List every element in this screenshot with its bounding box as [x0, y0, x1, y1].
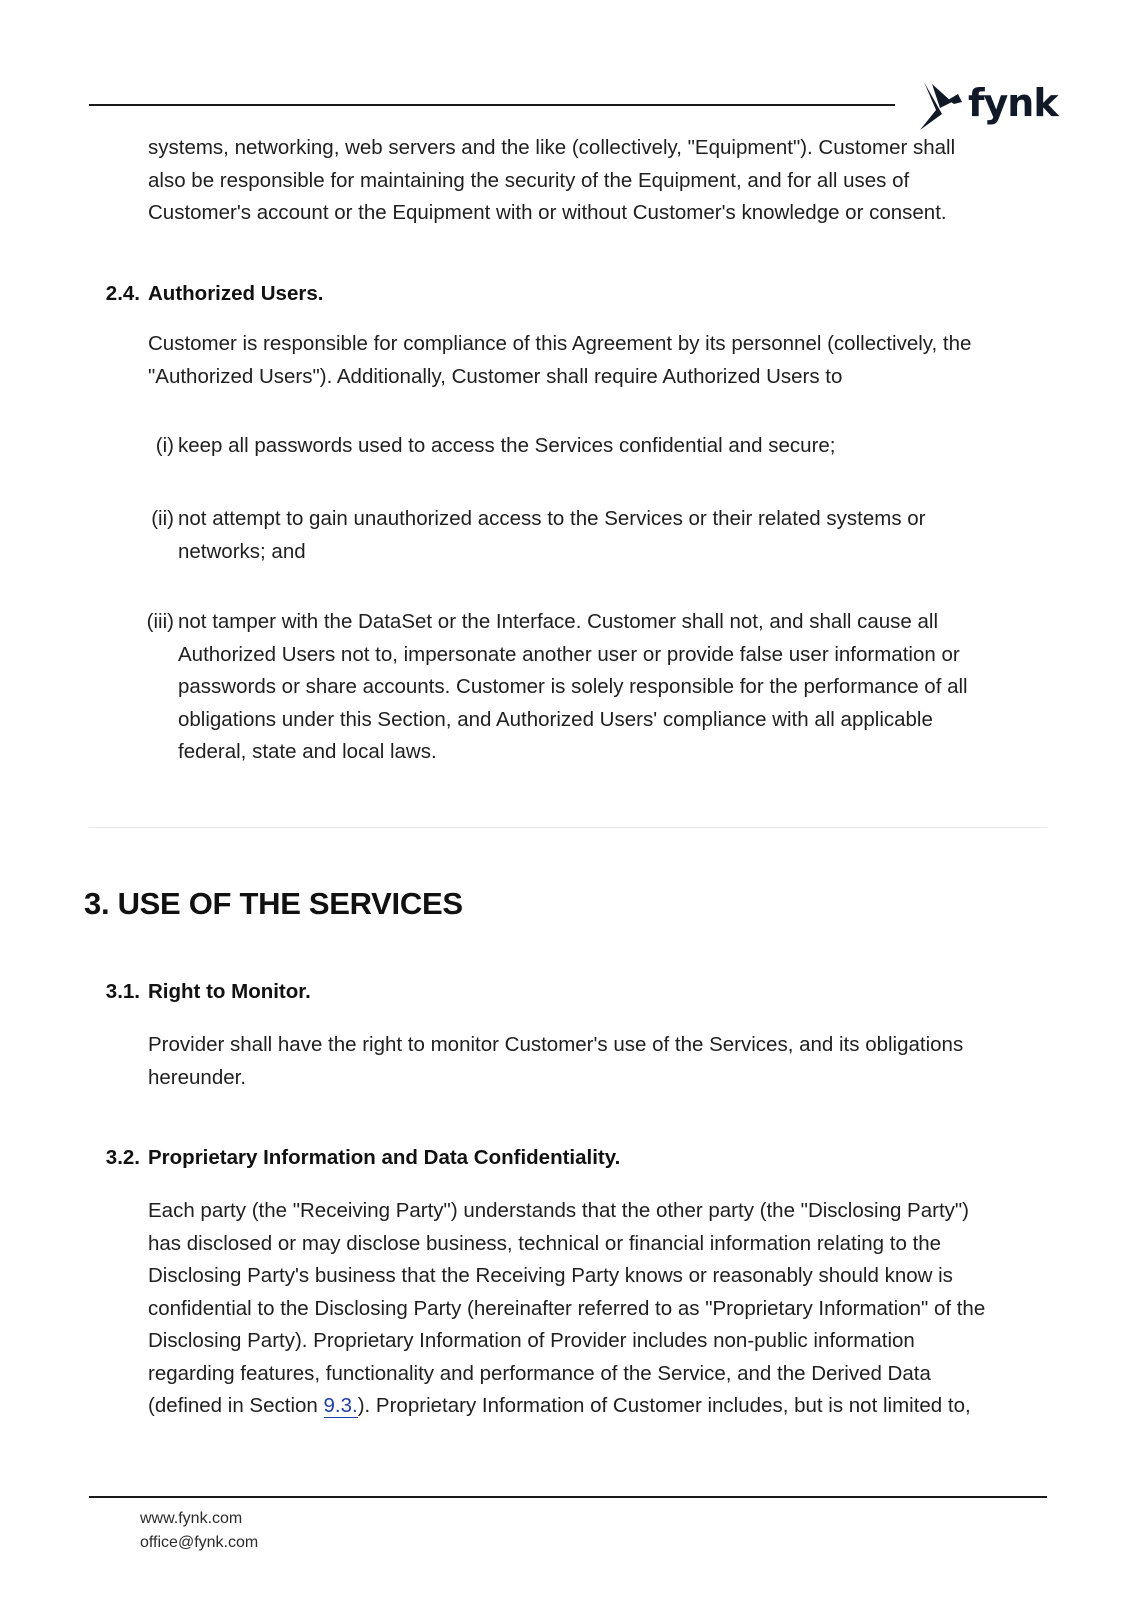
text-line: [148, 1390, 985, 1423]
section-number: 3.2.: [105, 1146, 140, 1169]
text-line: Customer's account or the Equipment with or without Customer's knowledge or consent.: [148, 201, 947, 224]
section-number: 3.1.: [105, 980, 140, 1003]
text-line: not tamper with the DataSet or the Interface. Customer shall not, and shall cause all: [178, 610, 939, 633]
text-line: regarding features, functionality and performance of the Service, and the Derived Data: [148, 1361, 931, 1385]
list-marker: (ii): [151, 507, 174, 530]
section-2-4-heading: [90, 282, 323, 306]
text-line: keep all passwords used to access the Services confidential and secure;: [178, 434, 836, 457]
intro-paragraph: [148, 132, 955, 230]
text-line: Authorized Users not to, impersonate another user or provide false user information or: [178, 642, 960, 666]
brand-name: fynk: [968, 81, 1058, 125]
text-line: Disclosing Party's business that the Receiving Party knows or reasonably should know is: [148, 1264, 953, 1287]
section-3-2-heading: [90, 1146, 620, 1170]
section-3-heading: 3. USE OF THE SERVICES: [84, 886, 463, 921]
text-line: has disclosed or may disclose business, technical or financial information relating to the: [148, 1231, 942, 1255]
section-title: Right to Monitor.: [148, 980, 311, 1003]
text-line: confidential to the Disclosing Party (hereinafter referred to as "Proprietary Information" of the: [148, 1296, 986, 1320]
text-line: Customer is responsible for compliance of this Agreement by its personnel (collectively, the: [148, 332, 972, 355]
list-item: [144, 606, 1044, 771]
section-3-2-paragraph: [148, 1195, 985, 1423]
section-title: Authorized Users.: [148, 282, 324, 305]
header-rule: [89, 104, 895, 106]
text-line: hereunder.: [148, 1065, 247, 1089]
text-line: not attempt to gain unauthorized access to the Services or their related systems or: [178, 507, 926, 530]
text-line: passwords or share accounts. Customer is solely responsible for the performance of all: [178, 675, 968, 698]
footer-email[interactable]: office@fynk.com: [140, 1534, 259, 1551]
text-line: Disclosing Party). Proprietary Information of Provider includes non-public information: [148, 1329, 915, 1352]
section-title: Proprietary Information and Data Confidentiality.: [148, 1146, 621, 1169]
brand-logo: [918, 78, 1058, 134]
section-2-4-paragraph: [148, 328, 971, 393]
text-line: also be responsible for maintaining the security of the Equipment, and for all uses of: [148, 168, 910, 192]
text-fragment: (defined in Section: [148, 1394, 324, 1417]
text-line: "Authorized Users"). Additionally, Customer shall require Authorized Users to: [148, 364, 843, 388]
fynk-bird-icon: [918, 80, 964, 132]
footer-website[interactable]: www.fynk.com: [140, 1510, 243, 1527]
section-number: 2.4.: [105, 282, 140, 305]
section-9-3-link[interactable]: 9.3.: [323, 1394, 358, 1417]
text-line: Each party (the "Receiving Party") understands that the other party (the "Disclosing Party"): [148, 1199, 970, 1222]
text-line: systems, networking, web servers and the like (collectively, "Equipment"). Customer shall: [148, 136, 956, 159]
section-3-1-paragraph: [148, 1029, 963, 1094]
footer-rule: [89, 1496, 1047, 1498]
section-3-1-heading: [90, 980, 311, 1004]
text-fragment: ). Proprietary Information of Customer includes, but is not limited to,: [357, 1394, 971, 1417]
text-line: networks; and: [178, 539, 306, 563]
text-line: Provider shall have the right to monitor Customer's use of the Services, and its obligations: [148, 1033, 964, 1056]
list-item: [144, 503, 1044, 569]
list-marker: (i): [155, 434, 174, 457]
list-item: [144, 430, 1044, 463]
text-line: obligations under this Section, and Authorized Users' compliance with all applicable: [178, 707, 933, 731]
list-marker: (iii): [146, 610, 174, 633]
section-divider: [89, 827, 1047, 828]
text-line: federal, state and local laws.: [178, 740, 437, 763]
